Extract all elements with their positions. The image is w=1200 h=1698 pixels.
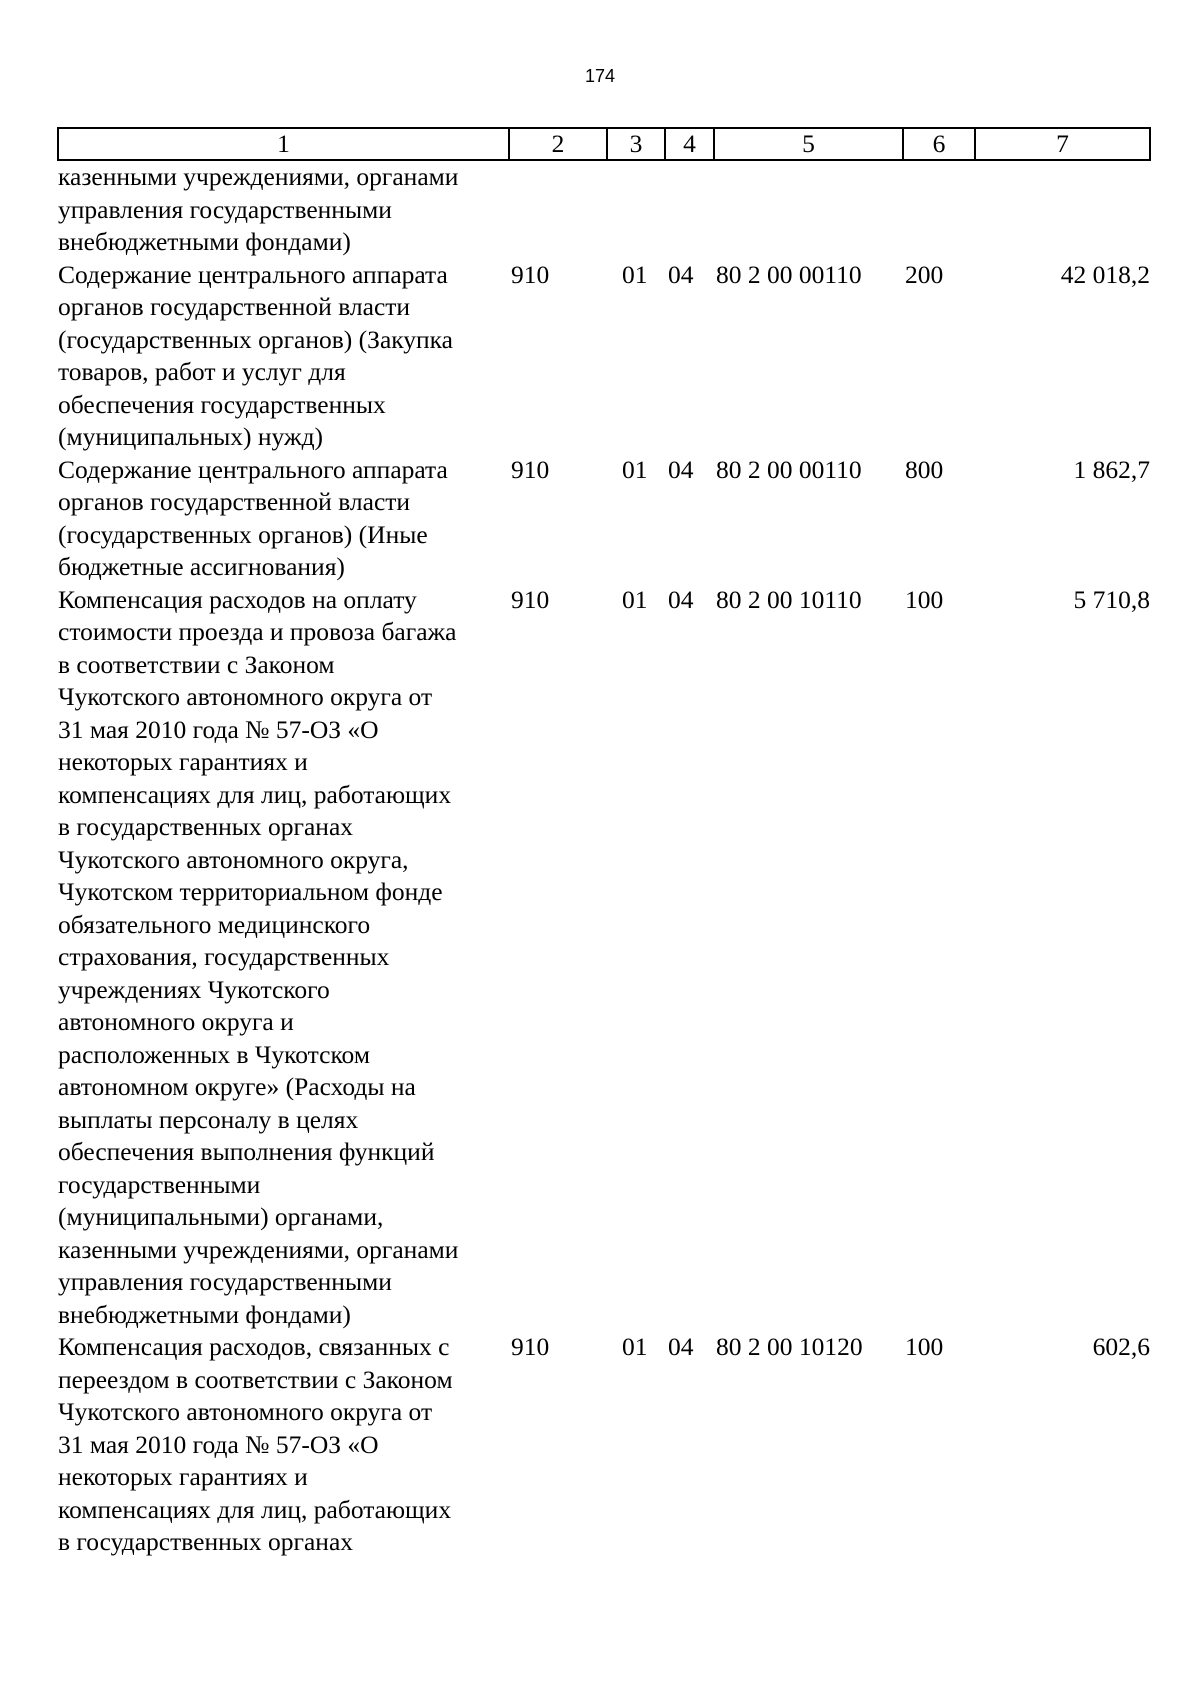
expense-name-line: компенсациях для лиц, работающих [58, 779, 452, 809]
expense-name-line: Чукотского автономного округа от [58, 682, 433, 711]
expense-name-line: внебюджетными фондами) [58, 1299, 351, 1329]
amount-cell: 5 710,8 [1073, 584, 1150, 614]
expense-name [58, 1331, 509, 1559]
expense-name-line: автономного округа и [58, 1007, 294, 1036]
expense-name-line: некоторых гарантиях и [58, 747, 308, 776]
target-article-cell [714, 160, 903, 259]
amount-cell: 42 018,2 [1060, 259, 1150, 289]
expense-name-line: в государственных органах [58, 1527, 354, 1556]
column-header-4: 4 [665, 128, 714, 160]
expense-name-line: бюджетные ассигнования) [58, 552, 345, 581]
column-header-2: 2 [509, 128, 607, 160]
expense-name-line: стоимости проезда и провоза багажа [58, 617, 457, 646]
table-row [58, 584, 1150, 1332]
section-code-cell: 01 [622, 454, 648, 484]
expense-name-line: 31 мая 2010 года № 57-ОЗ «О [58, 1429, 379, 1459]
expense-name-line: (муниципальных) нужд) [58, 422, 324, 451]
expense-name-line: автономном округе» (Расходы на [58, 1072, 416, 1101]
expense-name-line: переездом в соответствии с Законом [58, 1364, 453, 1394]
table-row [58, 1331, 1150, 1559]
expense-name-line: обеспечения выполнения функций [58, 1137, 435, 1166]
expense-name-line: Компенсация расходов, связанных с [58, 1332, 450, 1361]
expense-name-line: Содержание центрального аппарата [58, 259, 448, 289]
table-row [58, 259, 1150, 454]
page-number: 174 [584, 66, 616, 86]
column-header-5: 5 [714, 128, 903, 160]
expense-name-line: в государственных органах [58, 812, 354, 841]
target-article-cell: 80 2 00 10110 [716, 584, 862, 614]
ministry-code-cell: 910 [511, 584, 550, 614]
expense-name-line: (муниципальными) органами, [58, 1202, 384, 1231]
column-header-7: 7 [975, 128, 1150, 160]
expense-name [58, 584, 509, 1332]
expense-name [58, 160, 509, 259]
expense-name-line: Чукотского автономного округа, [58, 844, 409, 874]
expense-type-cell: 100 [905, 1332, 944, 1361]
expense-name-line: страхования, государственных [58, 942, 390, 971]
amount-cell: 602,6 [1092, 1332, 1150, 1361]
expense-type-cell: 200 [905, 259, 944, 289]
expense-name-line: (государственных органов) (Закупка [58, 324, 454, 354]
expense-name-line: казенными учреждениями, органами [58, 1234, 459, 1264]
expense-type-cell: 800 [905, 454, 944, 484]
expense-name-line: Чукотском территориальном фонде [58, 877, 443, 906]
expense-name-line: (государственных органов) (Иные [58, 519, 428, 549]
expense-name-line: компенсациях для лиц, работающих [58, 1494, 452, 1524]
expense-name-line: учреждениях Чукотского [58, 974, 330, 1004]
subsection-code-cell: 04 [668, 259, 694, 289]
subsection-code-cell [665, 160, 714, 259]
table-body [58, 160, 1150, 1559]
expense-type-cell [903, 160, 975, 259]
expense-name-line: некоторых гарантиях и [58, 1462, 308, 1491]
expense-name-line: обеспечения государственных [58, 389, 386, 419]
section-code-cell: 01 [622, 1332, 648, 1361]
expense-name [58, 454, 509, 584]
table-row [58, 454, 1150, 584]
column-header-1: 1 [58, 128, 509, 160]
section-code-cell [607, 160, 665, 259]
expense-name-line: Компенсация расходов на оплату [58, 584, 417, 614]
expense-name-line: обязательного медицинского [58, 909, 371, 939]
amount-cell: 1 862,7 [1073, 454, 1150, 484]
table-header [58, 128, 1150, 160]
expense-name-line: государственными [58, 1169, 261, 1199]
table-row [58, 160, 1150, 259]
amount-cell [975, 160, 1150, 259]
subsection-code-cell: 04 [668, 584, 694, 614]
expense-name-line: в соответствии с Законом [58, 649, 335, 679]
ministry-code-cell: 910 [511, 259, 550, 289]
ministry-code-cell: 910 [511, 1332, 550, 1361]
expense-name-line: товаров, работ и услуг для [58, 357, 346, 386]
budget-table [57, 127, 1151, 1559]
expense-name-line: органов государственной власти [58, 292, 411, 321]
expense-name-line: Содержание центрального аппарата [58, 454, 448, 484]
subsection-code-cell: 04 [668, 1332, 694, 1361]
expense-name-line: казенными учреждениями, органами [58, 162, 459, 191]
target-article-cell: 80 2 00 10120 [716, 1332, 863, 1361]
expense-name [58, 259, 509, 454]
subsection-code-cell: 04 [668, 454, 694, 484]
expense-name-line: органов государственной власти [58, 487, 411, 516]
ministry-code-cell [509, 160, 607, 259]
expense-name-line: управления государственными [58, 1267, 392, 1296]
expense-name-line: расположенных в Чукотском [58, 1039, 370, 1069]
expense-type-cell: 100 [905, 584, 944, 614]
expense-name-line: 31 мая 2010 года № 57-ОЗ «О [58, 714, 379, 744]
expense-name-line: Чукотского автономного округа от [58, 1397, 433, 1426]
expense-name-line: внебюджетными фондами) [58, 227, 351, 256]
target-article-cell: 80 2 00 00110 [716, 259, 862, 289]
ministry-code-cell: 910 [511, 454, 550, 484]
header-row [58, 128, 1150, 160]
target-article-cell: 80 2 00 00110 [716, 454, 862, 484]
column-header-3: 3 [607, 128, 665, 160]
section-code-cell: 01 [622, 584, 648, 614]
section-code-cell: 01 [622, 259, 648, 289]
column-header-6: 6 [903, 128, 975, 160]
expense-name-line: управления государственными [58, 194, 392, 224]
expense-name-line: выплаты персоналу в целях [58, 1104, 359, 1134]
